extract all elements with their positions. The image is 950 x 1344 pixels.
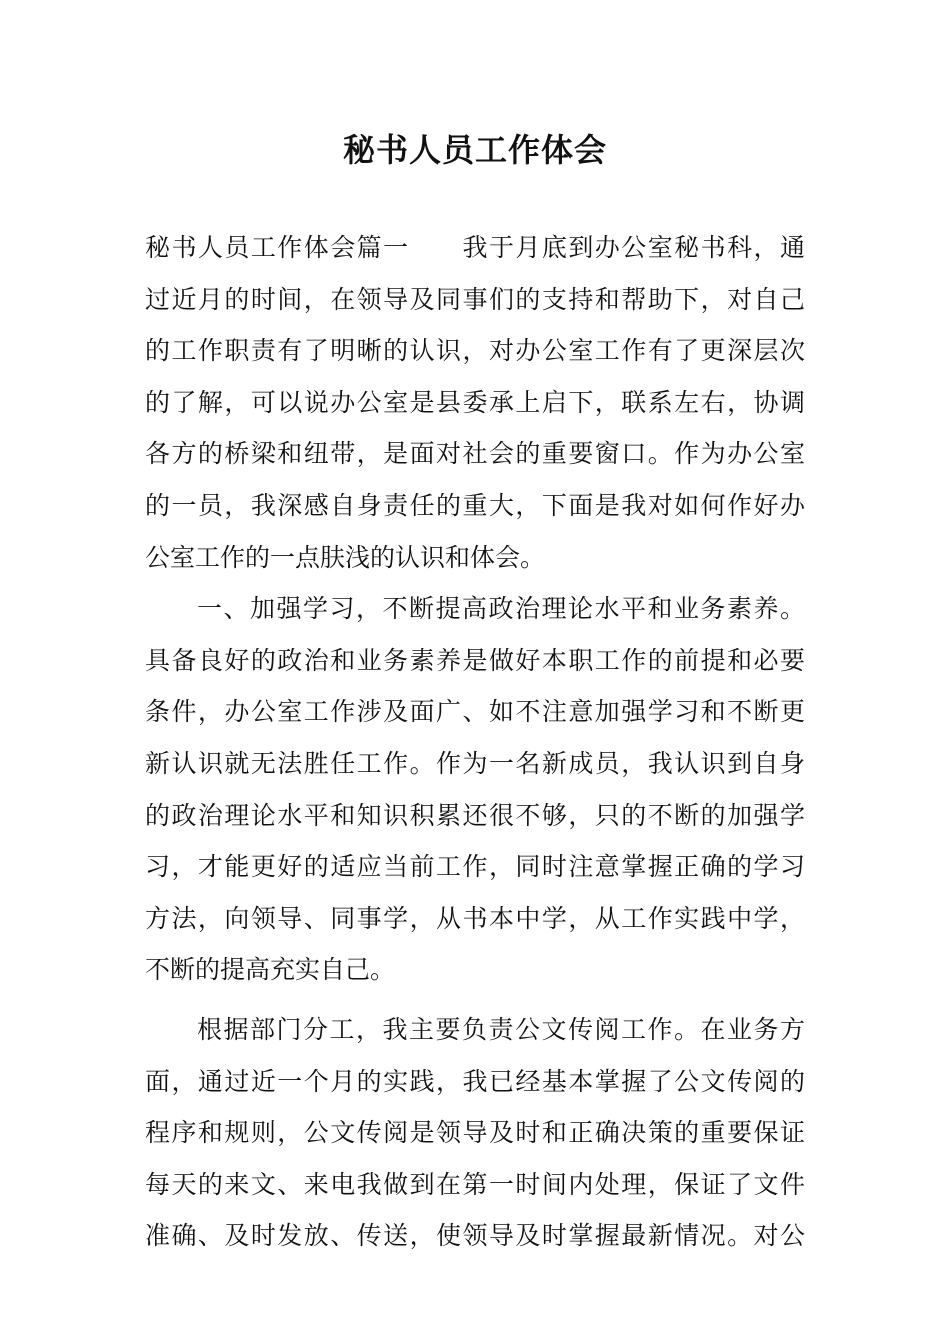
text-line: 每天的来文、来电我做到在第一时间内处理，保证了文件 [145, 1169, 805, 1199]
text-line: 过近月的时间，在领导及同事们的支持和帮助下，对自己 [145, 284, 805, 314]
document-title: 秘书人员工作体会 [342, 131, 607, 169]
text-line: 具备良好的政治和业务素养是做好本职工作的前提和必要 [145, 645, 805, 675]
text-line: 各方的桥梁和纽带，是面对社会的重要窗口。作为办公室 [145, 439, 805, 469]
text-line: 的政治理论水平和知识积累还很不够，只的不断的加强学 [145, 800, 805, 830]
text-line: 准确、及时发放、传送，使领导及时掌握最新情况。对公 [145, 1221, 805, 1251]
text-line: 的工作职责有了明晰的认识，对办公室工作有了更深层次 [145, 336, 805, 366]
text-line: 面，通过近一个月的实践，我已经基本掌握了公文传阅的 [145, 1066, 805, 1096]
text-line: 习，才能更好的适应当前工作，同时注意掌握正确的学习 [145, 852, 805, 882]
document-body [145, 226, 805, 1266]
text-line: 的了解，可以说办公室是县委承上启下，联系左右，协调 [145, 387, 805, 417]
text-line: 条件，办公室工作涉及面广、如不注意加强学习和不断更 [145, 697, 805, 727]
paragraph-gap [145, 1000, 805, 1008]
text-line: 不断的提高充实自己。 [145, 955, 396, 985]
text-line: 的一员，我深感自身责任的重大，下面是我对如何作好办 [145, 490, 805, 520]
text-line: 新认识就无法胜任工作。作为一名新成员，我认识到自身 [145, 748, 805, 778]
text-line: 程序和规则，公文传阅是领导及时和正确决策的重要保证 [145, 1118, 805, 1148]
text-line: 根据部门分工，我主要负责公文传阅工作。在业务方 [197, 1014, 805, 1044]
text-line: 秘书人员工作体会篇一 我于月底到办公室秘书科，通 [145, 233, 805, 262]
text-line: 方法，向领导、同事学，从书本中学，从工作实践中学， [145, 903, 805, 933]
text-line: 公室工作的一点肤浅的认识和体会。 [145, 542, 546, 572]
text-line: 一、加强学习，不断提高政治理论水平和业务素养。 [197, 594, 805, 624]
